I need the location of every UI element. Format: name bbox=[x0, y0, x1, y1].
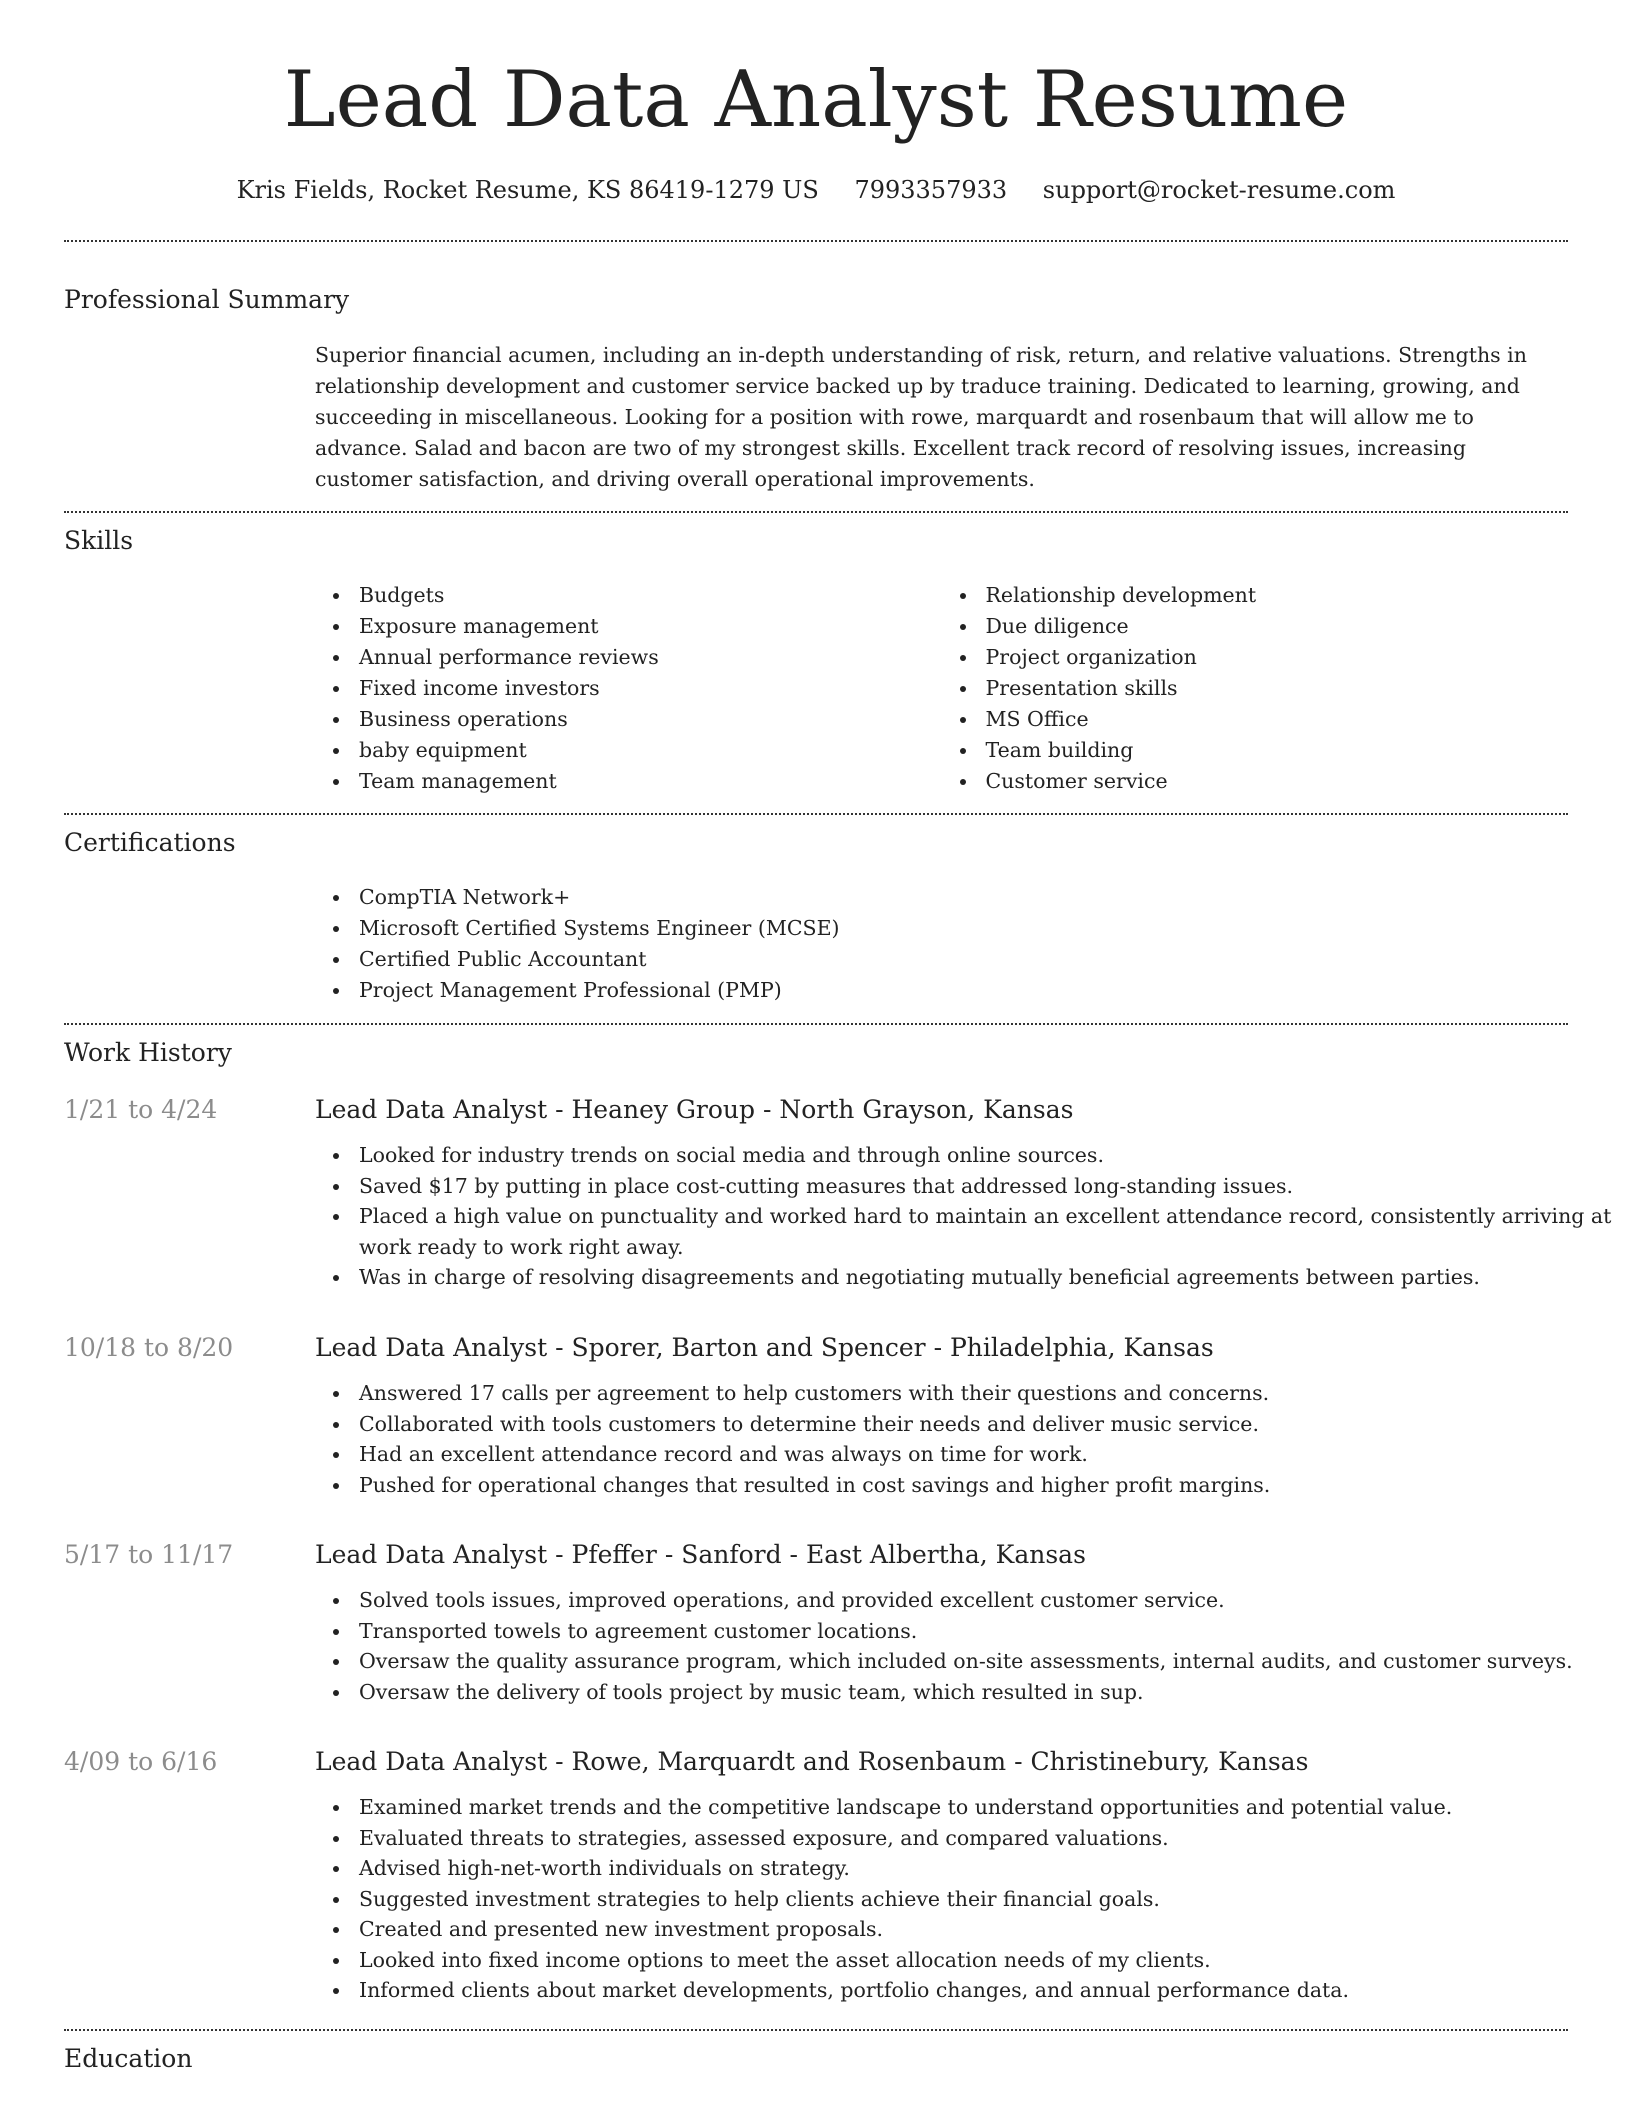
list-item: Collaborated with tools customers to determine their needs and deliver music service. bbox=[359, 1409, 1612, 1440]
list-item: Team management bbox=[359, 766, 942, 797]
skills-section bbox=[315, 580, 1568, 797]
list-item: Microsoft Certified Systems Engineer (MCSE) bbox=[359, 913, 1568, 944]
list-item: Answered 17 calls per agreement to help customers with their questions and concerns. bbox=[359, 1378, 1612, 1409]
contact-line bbox=[64, 170, 1568, 210]
job-title: Lead Data Analyst - Sporer, Barton and Spencer - Philadelphia, Kansas bbox=[315, 1333, 1214, 1362]
list-item: Advised high-net-worth individuals on strategy. bbox=[359, 1853, 1612, 1884]
list-item: Evaluated threats to strategies, assessed exposure, and compared valuations. bbox=[359, 1823, 1612, 1854]
education-heading: Education bbox=[64, 2044, 193, 2073]
list-item: Pushed for operational changes that resulted in cost savings and higher profit margins. bbox=[359, 1470, 1612, 1501]
certifications-heading: Certifications bbox=[64, 828, 236, 857]
contact-email[interactable]: support@rocket-resume.com bbox=[1042, 176, 1396, 204]
list-item: Relationship development bbox=[986, 580, 1569, 611]
certifications-section bbox=[315, 882, 1568, 1006]
list-item: Team building bbox=[986, 735, 1569, 766]
list-item: Suggested investment strategies to help clients achieve their financial goals. bbox=[359, 1884, 1612, 1915]
section-divider bbox=[64, 1023, 1568, 1025]
list-item: Customer service bbox=[986, 766, 1569, 797]
work-history-heading: Work History bbox=[64, 1038, 232, 1067]
list-item: MS Office bbox=[986, 704, 1569, 735]
job-bullets bbox=[315, 1140, 1612, 1293]
list-item: Looked into fixed income options to meet the asset allocation needs of my clients. bbox=[359, 1945, 1612, 1976]
job-bullets bbox=[315, 1378, 1612, 1500]
list-item: Oversaw the quality assurance program, which included on-site assessments, internal audits, and customer surveys. bbox=[359, 1646, 1612, 1677]
list-item: Informed clients about market developments, portfolio changes, and annual performance data. bbox=[359, 1975, 1612, 2006]
certifications-list bbox=[315, 882, 1568, 1006]
list-item: Solved tools issues, improved operations, and provided excellent customer service. bbox=[359, 1585, 1612, 1616]
list-item: Examined market trends and the competitive landscape to understand opportunities and potential value. bbox=[359, 1792, 1612, 1823]
list-item: Project Management Professional (PMP) bbox=[359, 975, 1568, 1006]
job-bullets bbox=[315, 1792, 1612, 2006]
summary-section bbox=[315, 340, 1568, 495]
skills-heading: Skills bbox=[64, 526, 134, 555]
list-item: Project organization bbox=[986, 642, 1569, 673]
contact-phone: 7993357933 bbox=[854, 176, 1008, 204]
job-bullets bbox=[315, 1585, 1612, 1707]
list-item: Had an excellent attendance record and was always on time for work. bbox=[359, 1439, 1612, 1470]
section-divider bbox=[64, 813, 1568, 815]
job-dates: 5/17 to 11/17 bbox=[64, 1540, 234, 1569]
summary-text: Superior financial acumen, including an in-depth understanding of risk, return, and relative valuations. Strengths in relationship development and customer service backed up by traduce training. Dedicated to learning, growing, and succeeding in miscellaneous. Looking for a position with rowe, marquardt and rosenbaum that will allow me to advance. Salad and bacon are two of my strongest skills. Excellent track record of resolving issues, increasing customer satisfaction, and driving overall operational improvements. bbox=[315, 343, 1527, 491]
section-divider bbox=[64, 2029, 1568, 2031]
list-item: Certified Public Accountant bbox=[359, 944, 1568, 975]
list-item: Annual performance reviews bbox=[359, 642, 942, 673]
list-item: Business operations bbox=[359, 704, 942, 735]
list-item: baby equipment bbox=[359, 735, 942, 766]
job-title: Lead Data Analyst - Rowe, Marquardt and Rosenbaum - Christinebury, Kansas bbox=[315, 1747, 1309, 1776]
job-dates: 1/21 to 4/24 bbox=[64, 1095, 218, 1124]
list-item: Oversaw the delivery of tools project by music team, which resulted in sup. bbox=[359, 1677, 1612, 1708]
job-title: Lead Data Analyst - Pfeffer - Sanford - East Albertha, Kansas bbox=[315, 1540, 1086, 1569]
list-item: Saved $17 by putting in place cost-cutting measures that addressed long-standing issues. bbox=[359, 1171, 1612, 1202]
list-item: Was in charge of resolving disagreements and negotiating mutually beneficial agreements between parties. bbox=[359, 1262, 1612, 1293]
summary-heading: Professional Summary bbox=[64, 285, 350, 314]
list-item: Fixed income investors bbox=[359, 673, 942, 704]
list-item: Budgets bbox=[359, 580, 942, 611]
list-item: CompTIA Network+ bbox=[359, 882, 1568, 913]
list-item: Presentation skills bbox=[986, 673, 1569, 704]
job-dates: 10/18 to 8/20 bbox=[64, 1333, 234, 1362]
list-item: Placed a high value on punctuality and worked hard to maintain an excellent attendance record, consistently arriving at work ready to work right away. bbox=[359, 1201, 1612, 1262]
list-item: Exposure management bbox=[359, 611, 942, 642]
skills-list-right bbox=[942, 580, 1569, 797]
job-dates: 4/09 to 6/16 bbox=[64, 1747, 218, 1776]
list-item: Created and presented new investment proposals. bbox=[359, 1914, 1612, 1945]
list-item: Looked for industry trends on social media and through online sources. bbox=[359, 1140, 1612, 1171]
contact-address: Kris Fields, Rocket Resume, KS 86419-1279 US bbox=[236, 176, 819, 204]
resume-title: Lead Data Analyst Resume bbox=[283, 55, 1349, 145]
job-title: Lead Data Analyst - Heaney Group - North Grayson, Kansas bbox=[315, 1095, 1074, 1124]
section-divider bbox=[64, 240, 1568, 242]
list-item: Transported towels to agreement customer locations. bbox=[359, 1616, 1612, 1647]
section-divider bbox=[64, 511, 1568, 513]
skills-list-left bbox=[315, 580, 942, 797]
list-item: Due diligence bbox=[986, 611, 1569, 642]
